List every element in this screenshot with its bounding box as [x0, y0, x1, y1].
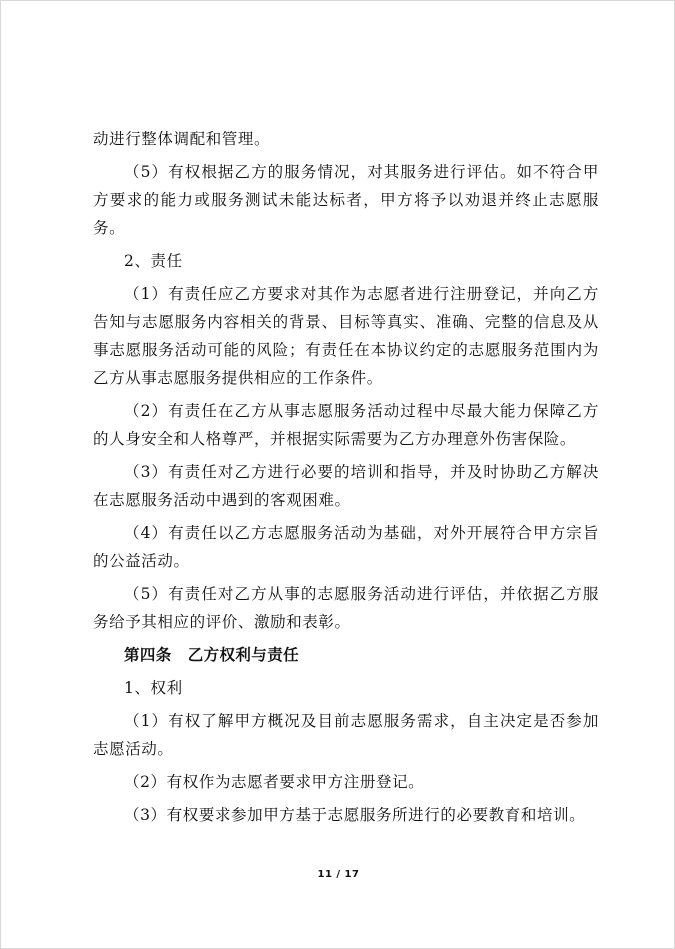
page-number: 11 / 17 [317, 869, 360, 880]
subheading-responsibilities: 2、责任 [124, 252, 183, 270]
paragraph-right-2: （2）有权作为志愿者要求甲方注册登记。 [124, 773, 425, 791]
paragraph-responsibility-2: （2）有责任在乙方从事志愿服务活动过程中尽最大能力保障乙方的人身安全和人格尊严，并根据实际需要为乙方办理意外伤害保险。 [93, 402, 599, 448]
paragraph-responsibility-5: （5）有责任对乙方从事的志愿服务活动进行评估，并依据乙方服务给予其相应的评价、激励和表彰。 [93, 585, 599, 631]
subheading-rights: 1、权利 [124, 679, 183, 697]
paragraph-responsibility-4: （4）有责任以乙方志愿服务活动为基础，对外开展符合甲方宗旨的公益活动。 [93, 524, 599, 570]
paragraph-right-1: （1）有权了解甲方概况及目前志愿服务需求，自主决定是否参加志愿活动。 [93, 712, 599, 758]
paragraph-responsibility-3: （3）有责任对乙方进行必要的培训和指导，并及时协助乙方解决在志愿服务活动中遇到的客观困难。 [93, 463, 599, 509]
paragraph-right-3: （3）有权要求参加甲方基于志愿服务所进行的必要教育和培训。 [124, 806, 586, 824]
section-number: 第四条 [124, 645, 172, 664]
section-title: 乙方权利与责任 [187, 645, 300, 664]
section-heading [93, 641, 599, 669]
paragraph-responsibility-1: （1）有责任应乙方要求对其作为志愿者进行注册登记，并向乙方告知与志愿服务内容相关的背景、目标等真实、准确、完整的信息及从事志愿服务活动可能的风险；有责任在本协议约定的志愿服务范围内为乙方从事志愿服务提供相应的工作条件。 [93, 285, 599, 387]
paragraph-continuation: 动进行整体调配和管理。 [93, 130, 271, 148]
paragraph-right-5-evaluate: （5）有权根据乙方的服务情况，对其服务进行评估。如不符合甲方要求的能力或服务测试未能达标者，甲方将予以劝退并终止志愿服务。 [93, 163, 599, 237]
page-body [93, 125, 599, 834]
